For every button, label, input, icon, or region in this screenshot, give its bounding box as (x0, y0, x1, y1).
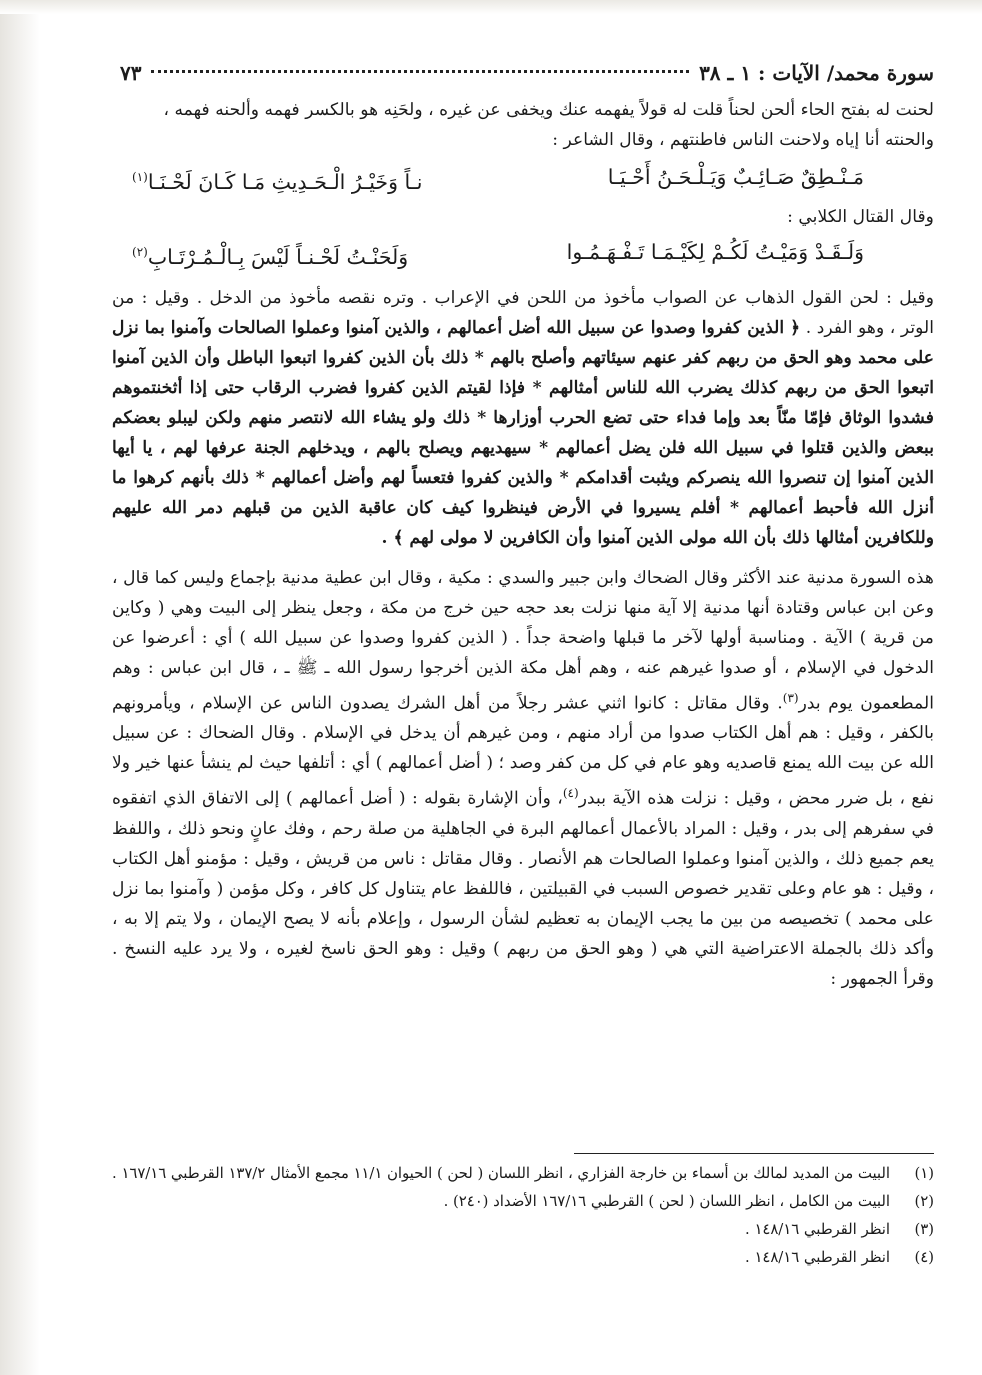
poem-1-hemistich-right: مَـنْـطِقٌ صَـائِـبٌ وَيَـلْـحَـنُ أَحْـيَـا (607, 165, 864, 189)
commentary-text: من الوتر ، وهو الفرد . (112, 287, 934, 338)
commentary-paragraph-2 (112, 563, 934, 994)
commentary-text: هذه السورة مدنية عند الأكثر وقال الضحاك وابن جبير والسدي : مكية ، وقال ابن عطية مدنية بإجماع وليس كما قال ، وعن ابن عباس وقتادة أنها مدنية إلا آية منها نزلت بعد حجه حين خرج من مكة ، وجعل ينظر إلى البيت وهي ( وكاين من قرية ) الآية . ومناسبة أولها لآخر ما قبلها واضحة جداً . ( الذين كفروا وصدوا عن سبيل الله ) أي : أعرضوا عن الدخول في الإسلام ، أو صدوا غيرهم عنه ، وهم أهل مكة الذين أخرجوا رسول الله ـ ﷺ ـ ، قال ابن عباس : وهم المطعمون يوم بدر (112, 567, 934, 714)
commentary-text: وقيل : لحن القول الذهاب عن الصواب مأخوذ من اللحن في الإعراب . وتره نقصه مأخوذ من الدخل . وقيل : (141, 287, 934, 308)
footnote-ref-2[interactable]: (٢) (132, 244, 148, 259)
main-text (112, 95, 934, 994)
paragraph-gap (112, 553, 934, 563)
commentary-text: . وقال مقاتل : كانوا اثني عشر رجلاً من أهل الشرك يصدون الناس عن الإسلام ، ويأمرونهم بالكفر ، وقيل : هم أهل الكتاب صدوا من أراد منهم ، ومن غيرهم أن يدخل في الإسلام . وقال الضحاك : عن سبيل الله عن بيت الله يمنع قاصديه وهو عام في كل من كفر وصد ؛ ( أضل أعمالهم ) أي : أتلفها حيث لم ينشأ عنها خير ولا نفع ، بل ضرر محض ، وقيل : نزلت هذه الآية ببدر (112, 693, 935, 810)
poem-2-hemistich-left-text: وَلَحَنْـتُ لَحْـنـاً لَيْسَ بِـالْـمُـرْتَـابِ (147, 244, 409, 269)
footnote-2 (150, 1188, 934, 1216)
footnote-3 (150, 1216, 934, 1244)
poem-2-hemistich-left (132, 234, 408, 275)
intro-line-1: لحنت له بفتح الحاء ألحن لحناً قلت له قولاً يفهمه عنك ويخفى عن غيره ، ولحَنِه هو بالكسر فهمه وألحنه فهمه ، (163, 100, 934, 120)
footnote-number: (١) (914, 1165, 934, 1182)
footnote-ref-4[interactable]: (٤) (562, 786, 579, 801)
footnote-number: (٤) (914, 1249, 934, 1266)
footnote-text: انظر القرطبي ١٤٨/١٦ . (745, 1249, 890, 1266)
footnote-4 (150, 1244, 934, 1272)
footnote-ref-3[interactable]: (٣) (782, 690, 799, 705)
scan-shadow-left (0, 0, 40, 1375)
poem-2-hemistich-right: وَلَـقَـدْ وَمَيْـتُ لَكُـمْ لِكَيْـمَـا تَـفْـهَـمُـوا (566, 239, 864, 264)
footnote-ref-1[interactable]: (١) (132, 170, 148, 184)
poem-verse-1 (112, 159, 934, 200)
intro-line-2: والحنته أنا إياه ولاحنت الناس فاطنتهم ، وقال الشاعر : (552, 130, 934, 150)
footnote-number: (٢) (914, 1193, 934, 1210)
running-header-title: سورة محمد/ الآيات : ١ ـ ٣٨ (699, 61, 934, 85)
footnote-text: البيت من الكامل ، انظر اللسان ( لحن ) القرطبي ١٦٧/١٦ الأضداد (٢٤٠) . (443, 1193, 890, 1210)
footnotes (112, 1160, 934, 1272)
footnote-divider (574, 1153, 934, 1154)
page-number: ٧٣ (120, 61, 142, 85)
commentary-paragraph-1 (112, 283, 934, 553)
quranic-verses: ﴿ الذين كفروا وصدوا عن سبيل الله أضل أعمالهم ، والذين آمنوا وعملوا الصالحات وآمنوا بما نزل على محمد وهو الحق من ربهم كفر عنهم سيئاتهم وأصلح بالهم * ذلك بأن الذين كفروا اتبعوا الباطل وأن الذين آمنوا اتبعوا الحق من ربهم كذلك يضرب الله للناس أمثالهم * فإذا لقيتم الذين كفروا فضرب الرقاب حتى إذا أثخنتموهم فشدوا الوثاق فإمّا منّاً بعد وإما فداء حتى تضع الحرب أوزارها * ذلك ولو يشاء الله لانتصر منهم ولكن ليبلو بعضكم ببعض والذين قتلوا في سبيل الله فلن يضل أعمالهم * سيهديهم ويصلح بالهم ، ويدخلهم الجنة عرفها لهم ، يا أيها الذين آمنوا إن تنصروا الله ينصركم ويثبت أقدامكم * والذين كفروا فتعساً لهم وأضل أعمالهم * ذلك بأنهم كرهوا ما أنزل الله فأحبط أعمالهم * أفلم يسيروا في الأرض فينظروا كيف كان عاقبة الذين من قبلهم دمر الله عليهم وللكافرين أمثالها ذلك بأن الله مولى الذين آمنوا وأن الكافرين لا مولى لهم ﴾ . (112, 317, 934, 548)
footnote-text: البيت من المديد لمالك بن أسماء بن خارجة الفزاري ، انظر اللسان ( لحن ) الحيوان ١١/١ مجمع الأمثال ١٣٧/٢ القرطبي ١٦٧/١٦ . (112, 1165, 890, 1182)
poem-2-intro: وقال القتال الكلابي : (787, 206, 934, 227)
footnote-1 (112, 1160, 934, 1188)
footnote-number: (٣) (914, 1221, 934, 1238)
footnote-text: انظر القرطبي ١٤٨/١٦ . (745, 1221, 890, 1238)
running-header (120, 58, 934, 88)
header-leader-dots (151, 70, 689, 73)
poem-1-hemistich-left-text: نـاً وَخَيْـرُ الْـحَـدِيثِ مَـا كَـانَ لَحْـنَـا (147, 169, 423, 194)
poem-verse-2 (112, 234, 934, 275)
poem-1-hemistich-left (132, 159, 422, 200)
scan-shadow-top (0, 0, 982, 14)
commentary-text: ، وأن الإشارة بقوله : ( أضل أعمالهم ) إلى الاتفاق الذي اتفقوه في سفرهم إلى بدر ، وقيل : المراد بالأعمال أعمالهم البرة في الجاهلية من صلة رحم ، وفك عانٍ ونحو ذلك ، واللفظ يعم جميع ذلك ، والذين آمنوا وعملوا الصالحات هم الأنصار . وقال مقاتل : ناس من قريش ، وقيل : مؤمنو أهل الكتاب ، وقيل : هو عام وعلى تقدير خصوص السبب في القبيلتين ، فاللفظ عام يتناول كل كافر ، وكل مؤمن ( وآمنوا بما نزل على محمد ) تخصيصه من بين ما يجب الإيمان به تعظيم لشأن الرسول ، وإعلام بأنه لا يصح الإيمان ، ولا يتم إلا به ، وأكد ذلك بالجملة الاعتراضية التي هي ( وهو الحق من ربهم ) وقيل : وهو الحق ناسخ لغيره ، ولا يرد عليه النسخ . وقرأ الجمهور : (112, 789, 934, 990)
